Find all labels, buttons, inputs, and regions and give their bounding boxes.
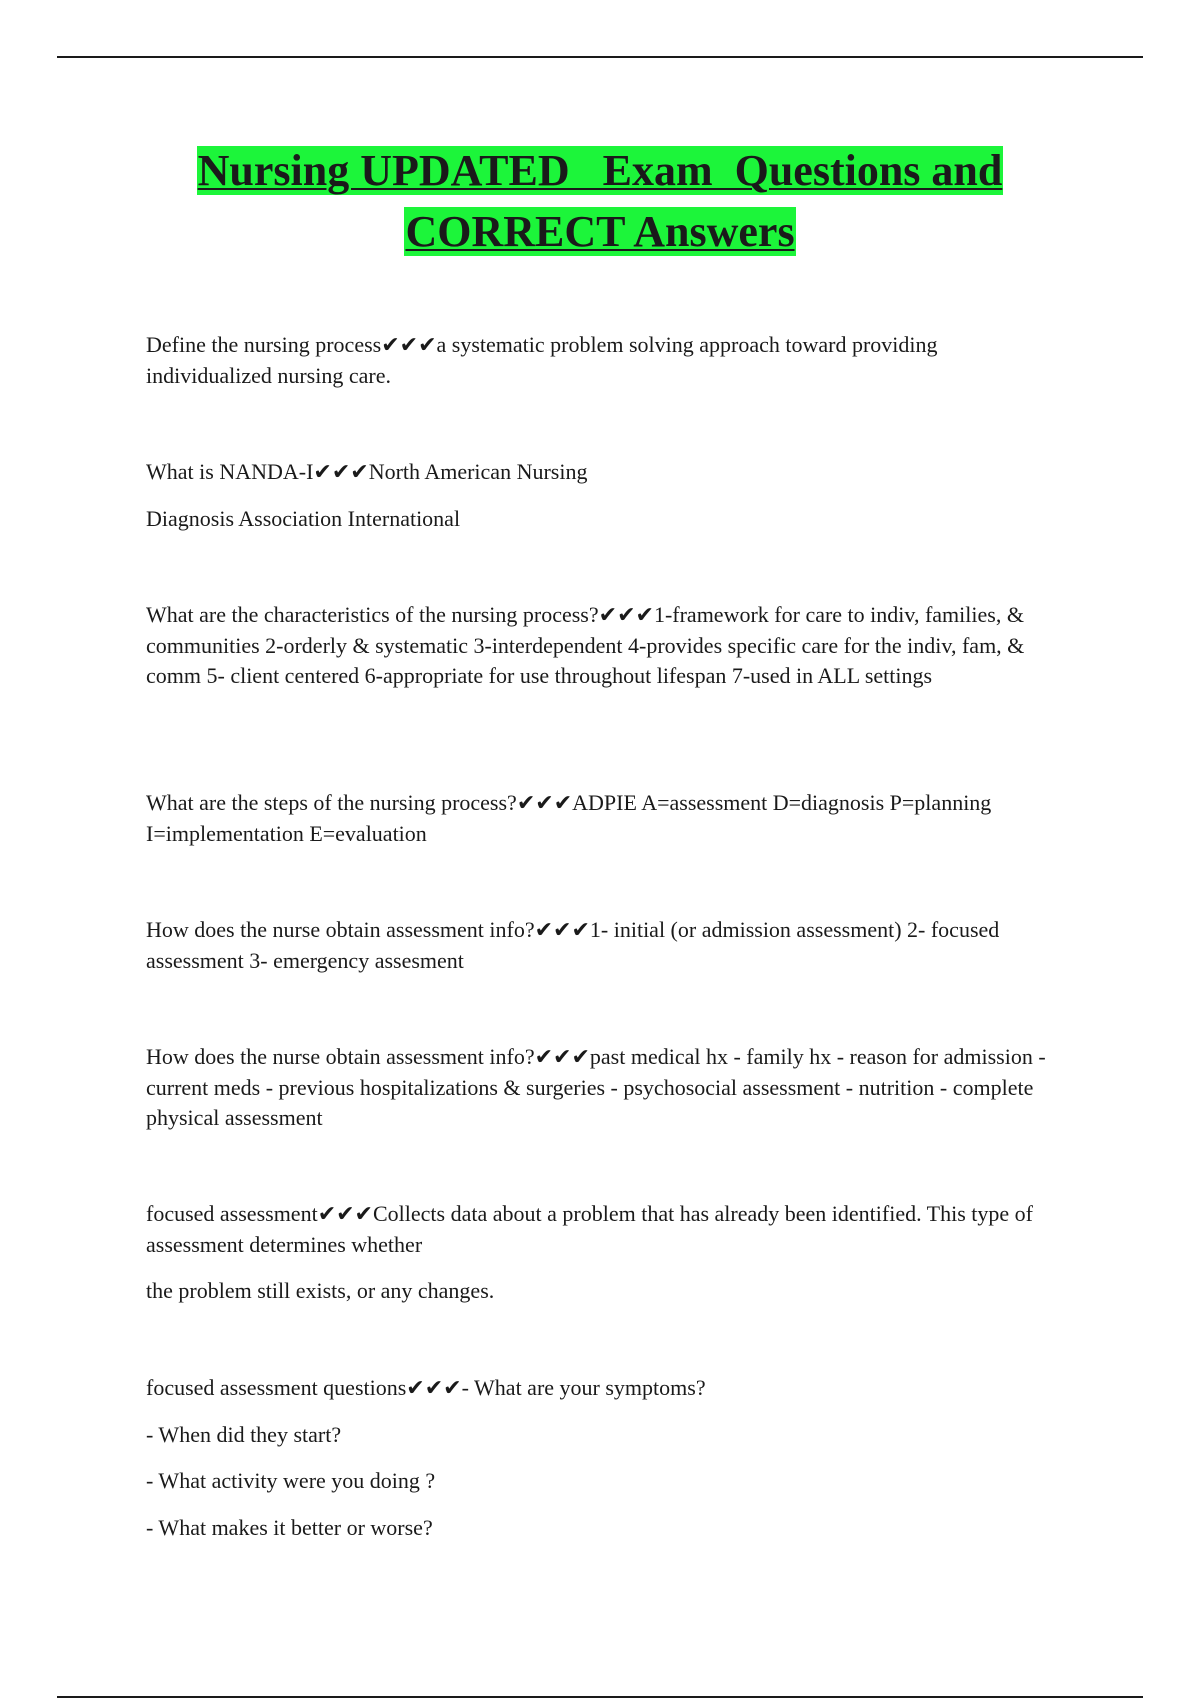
question: How does the nurse obtain assessment info? — [146, 1044, 535, 1069]
qa-text — [146, 457, 1046, 488]
answer-continued: Diagnosis Association International — [146, 505, 461, 531]
qa-text — [146, 1199, 1046, 1260]
answer: ADPIE A=assessment D=diagnosis P=planning I=implementation E=evaluation — [146, 790, 992, 846]
question: How does the nurse obtain assessment info? — [146, 917, 535, 942]
qa-text — [146, 1373, 1046, 1404]
question: focused assessment questions — [146, 1375, 407, 1400]
check-marks: ✔✔✔ — [516, 790, 573, 815]
question: What is NANDA-I — [146, 459, 314, 484]
qa-item-8 — [146, 1373, 1046, 1543]
qa-item-4 — [146, 788, 1046, 849]
qa-item-7 — [146, 1199, 1046, 1307]
question: What are the characteristics of the nursing process? — [146, 602, 599, 627]
qa-text — [146, 788, 1046, 849]
check-marks: ✔✔✔ — [406, 1375, 462, 1400]
title-line-1: Nursing UPDATED Exam Questions and — [197, 146, 1003, 195]
qa-item-6 — [146, 1042, 1046, 1134]
question: Define the nursing process — [146, 332, 382, 357]
qa-text — [146, 915, 1046, 976]
top-rule — [57, 56, 1143, 58]
title-line-2: CORRECT Answers — [405, 207, 795, 256]
check-marks: ✔✔✔ — [534, 1044, 590, 1069]
answer-continued: - What makes it better or worse? — [146, 1514, 433, 1540]
qa-item-5 — [146, 915, 1046, 976]
check-marks: ✔✔✔ — [598, 602, 654, 627]
answer-continued: the problem still exists, or any changes. — [146, 1278, 495, 1303]
answer: 1-framework for care to indiv, families, & communities 2-orderly & systematic 3-interdependent 4-provides specific care for the indiv, fam, & comm 5- client centered 6-appropriate for use throughout lifespan 7-used in ALL settings — [146, 602, 1025, 688]
answer-continued: - When did they start? — [146, 1421, 342, 1447]
answer: - What are your symptoms? — [461, 1375, 706, 1400]
qa-item-2 — [146, 457, 1046, 534]
qa-text — [146, 600, 1046, 692]
answer: 1- initial (or admission assessment) 2- focused assessment 3- emergency assesment — [146, 917, 1000, 973]
check-marks: ✔✔✔ — [313, 459, 369, 484]
qa-text — [146, 330, 1046, 391]
check-marks: ✔✔✔ — [317, 1201, 373, 1226]
answer: Collects data about a problem that has already been identified. This type of assessment determines whether — [146, 1201, 1033, 1257]
answer: past medical hx - family hx - reason for admission - current meds - previous hospitalizations & surgeries - psychosocial assessment - nutrition - complete physical assessment — [146, 1044, 1046, 1130]
check-marks: ✔✔✔ — [381, 332, 437, 357]
qa-item-3 — [146, 600, 1046, 692]
question: focused assessment — [146, 1201, 318, 1226]
document-title — [100, 140, 1100, 262]
check-marks: ✔✔✔ — [534, 917, 590, 942]
bottom-rule — [57, 1696, 1143, 1698]
qa-text — [146, 1042, 1046, 1134]
answer: North American Nursing — [368, 459, 588, 484]
qa-item-1 — [146, 330, 1046, 391]
answer: a systematic problem solving approach toward providing individualized nursing care. — [146, 332, 938, 388]
question: What are the steps of the nursing process? — [146, 790, 517, 815]
answer-continued: - What activity were you doing ? — [146, 1468, 436, 1493]
